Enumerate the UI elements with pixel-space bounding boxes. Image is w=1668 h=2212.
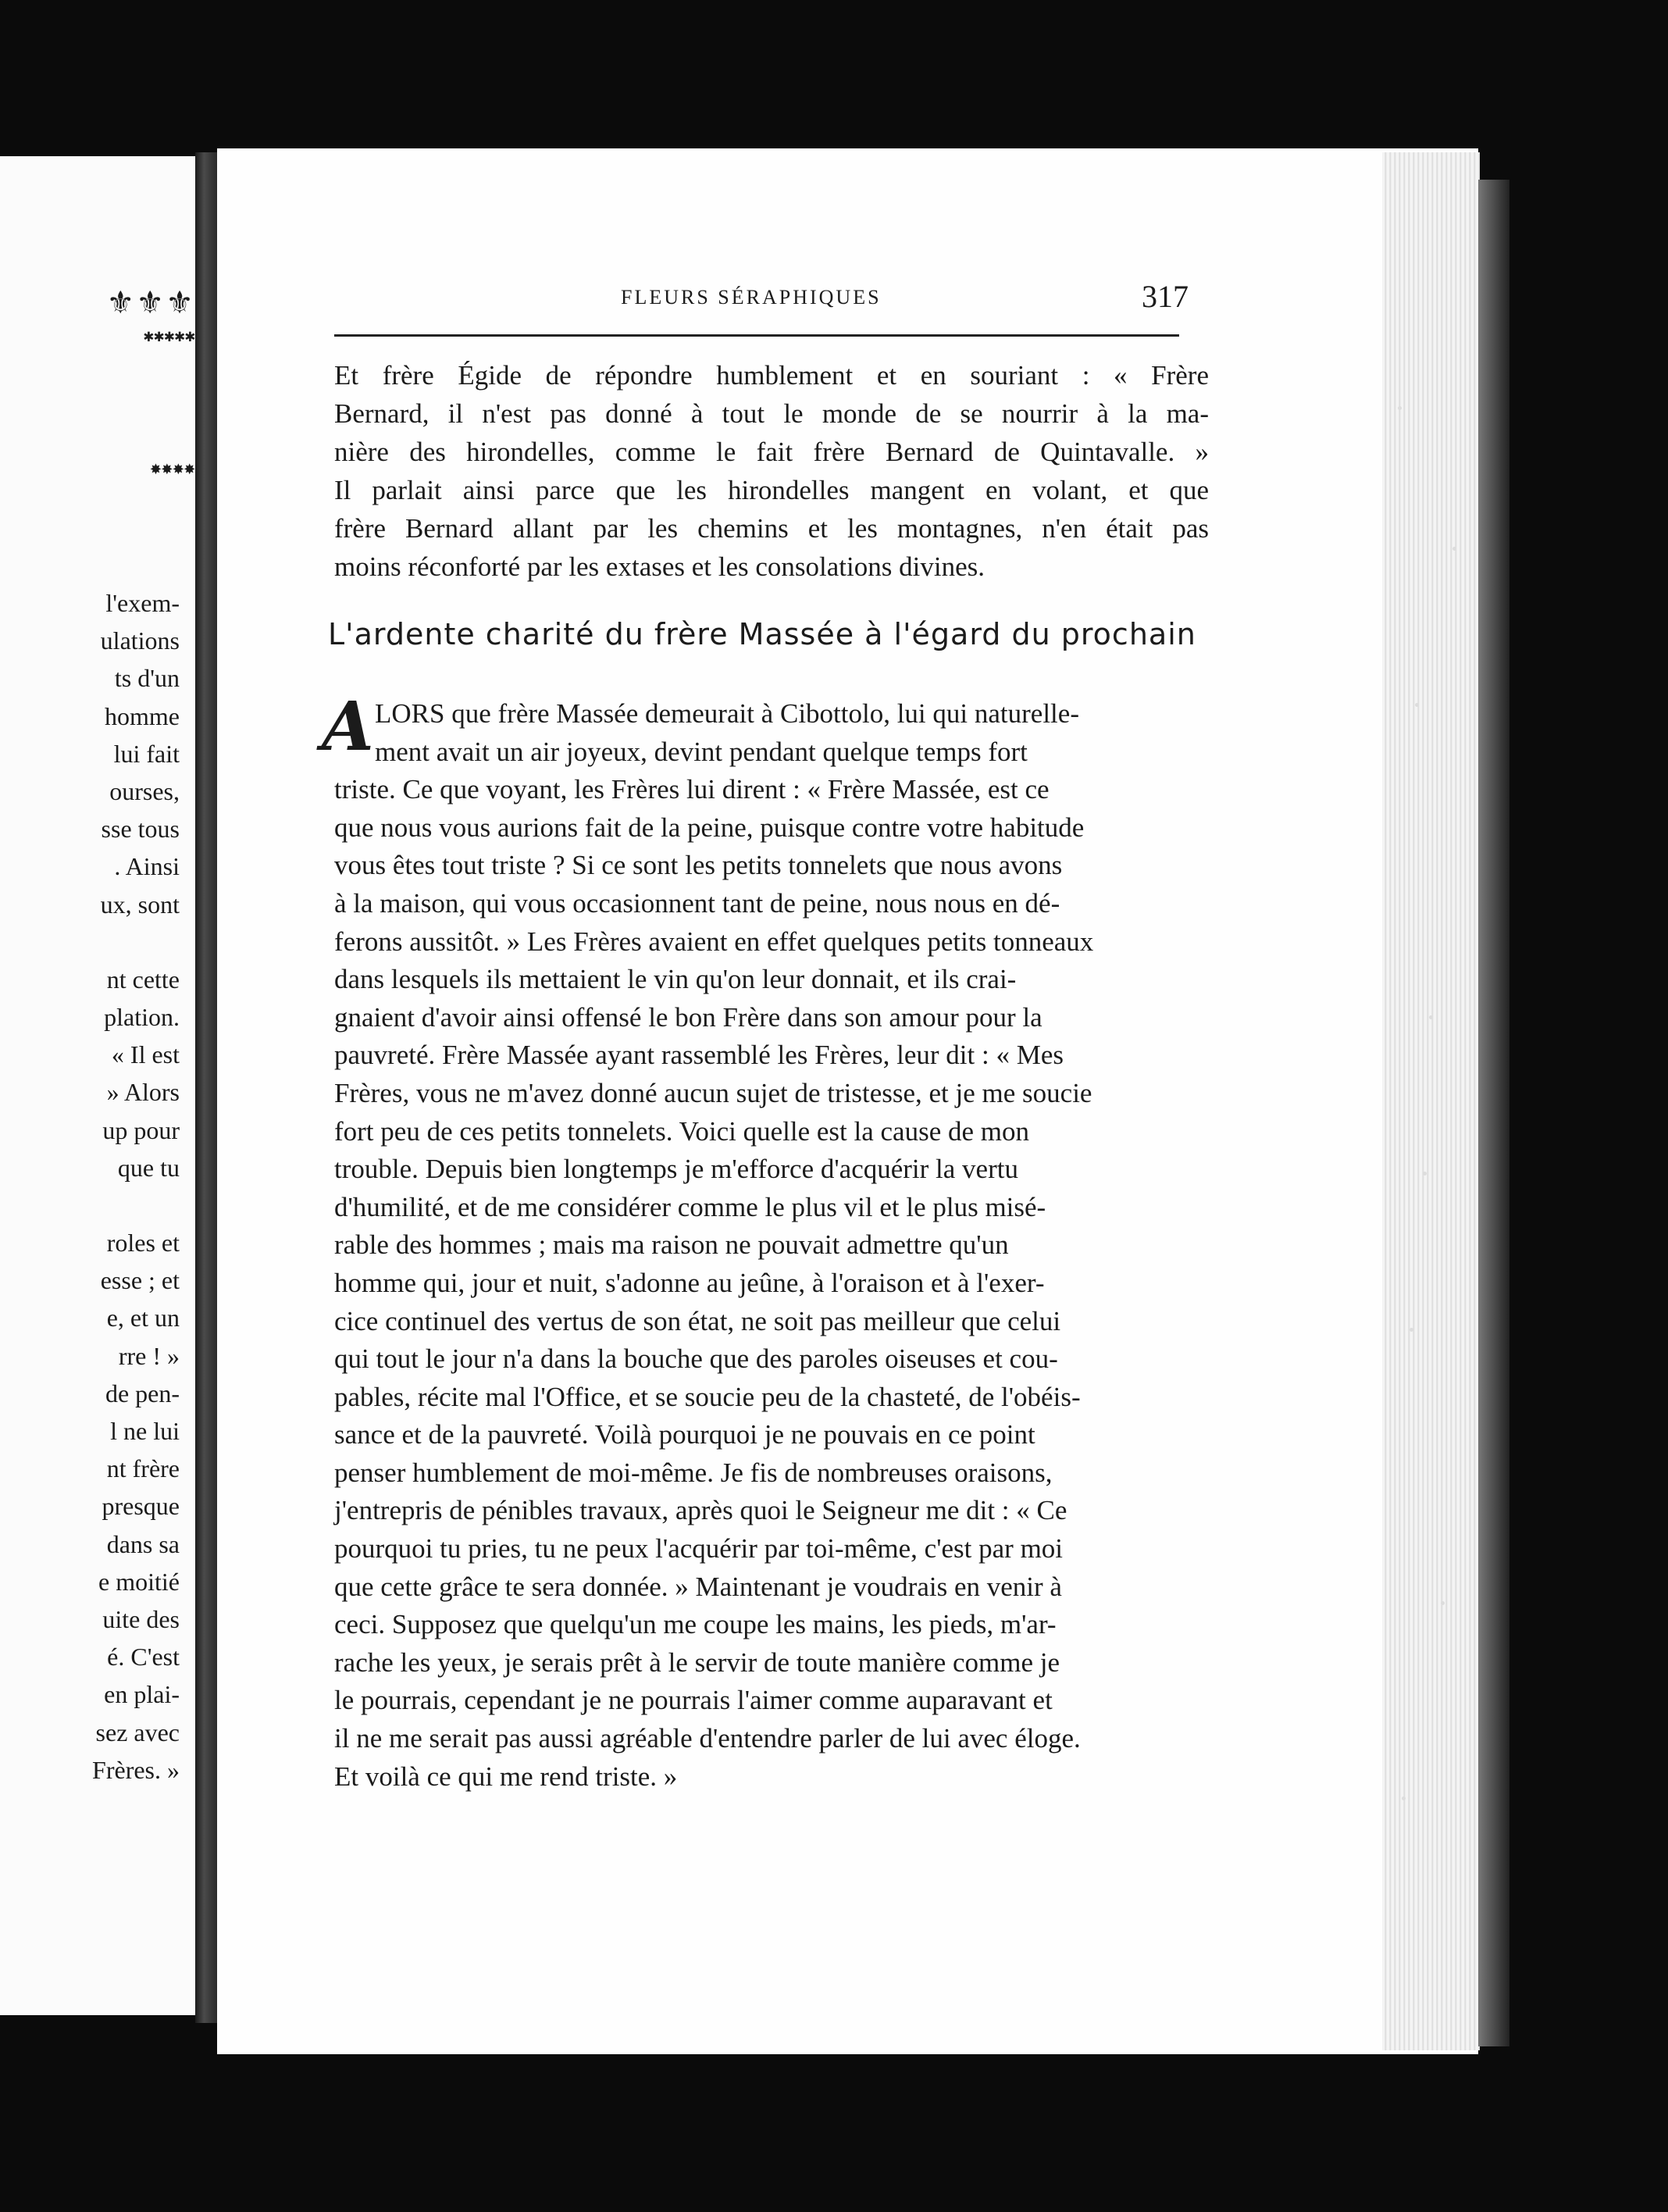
page-speck: [1423, 1172, 1427, 1176]
paragraph-2-line: Et voilà ce qui me rend triste. »: [334, 1761, 678, 1792]
paragraph-2-line: ment avait un air joyeux, devint pendant quelque temps fort: [375, 736, 1028, 767]
paragraph-2-line: triste. Ce que voyant, les Frères lui dirent : « Frère Massée, est ce: [334, 774, 1050, 805]
section-title: L'ardente charité du frère Massée à l'égard du prochain: [328, 617, 1196, 651]
left-paragraph-2: [0, 961, 180, 1186]
paragraph-1-line: Et frère Égide de répondre humblement et en souriant : « Frère: [334, 360, 1209, 391]
paragraph-2-line: ferons aussitôt. » Les Frères avaient en effet quelques petits tonneaux: [334, 926, 1094, 957]
paragraph-2-line: rable des hommes ; mais ma raison ne pouvait admettre qu'un: [334, 1229, 1009, 1261]
fleur-de-lis-ornament: ⚜⚜⚜: [106, 285, 195, 321]
paragraph-2: [334, 695, 1209, 1796]
paragraph-2-line: rache les yeux, je serais prêt à le servir de toute manière comme je: [334, 1647, 1060, 1678]
left-text-line: sez avec: [95, 1718, 180, 1746]
left-text-line: rre ! »: [118, 1341, 180, 1370]
left-text-line: de pen-: [105, 1379, 180, 1407]
left-text-line: uite des: [102, 1605, 180, 1634]
paragraph-1-line: moins réconforté par les extases et les consolations divines.: [334, 551, 985, 582]
left-text-line: « Il est: [111, 1040, 180, 1069]
paragraph-2-line: gnaient d'avoir ainsi offensé le bon Frère dans son amour pour la: [334, 1001, 1042, 1033]
left-text-line: e moitié: [98, 1567, 180, 1596]
left-paragraph-1: [0, 584, 180, 923]
left-paragraph-3: [0, 1224, 180, 1789]
left-text-line: Frères. »: [92, 1755, 180, 1784]
left-text-line: up pour: [102, 1115, 180, 1144]
left-text-line: é. C'est: [107, 1643, 180, 1671]
paragraph-2-line: trouble. Depuis bien longtemps je m'efforce d'acquérir la vertu: [334, 1154, 1018, 1185]
left-text-line: dans sa: [106, 1529, 180, 1558]
page-speck: [1429, 1015, 1433, 1019]
left-text-line: l ne lui: [110, 1417, 180, 1446]
paragraph-2-line: que nous vous aurions fait de la peine, puisque contre votre habitude: [334, 812, 1085, 843]
page-speck: [1452, 547, 1456, 551]
page-edges: [1382, 152, 1480, 2050]
left-text-line: e, et un: [106, 1304, 180, 1333]
paragraph-2-line: penser humblement de moi-même. Je fis de nombreuses oraisons,: [334, 1457, 1053, 1488]
paragraph-1-line: nière des hirondelles, comme le fait frère Bernard de Quintavalle. »: [334, 437, 1209, 467]
page-speck: [1398, 406, 1402, 410]
page-number: 317: [1142, 279, 1189, 314]
paragraph-2-line: à la maison, qui vous occasionnent tant de peine, nous nous en dé-: [334, 887, 1060, 919]
paragraph-1-line: frère Bernard allant par les chemins et les montagnes, n'en était pas: [334, 513, 1209, 544]
paragraph-2-line: vous êtes tout triste ? Si ce sont les petits tonnelets que nous avons: [334, 850, 1063, 881]
left-text-line: esse ; et: [100, 1266, 180, 1295]
page-speck: [1402, 1796, 1406, 1800]
paragraph-2-line: homme qui, jour et nuit, s'adonne au jeûne, à l'oraison et à l'exer-: [334, 1267, 1045, 1298]
small-caps-word: LORS: [375, 698, 445, 729]
left-page-text: [0, 584, 180, 1789]
page-speck: [1410, 1328, 1413, 1332]
paragraph-2-line: qui tout le jour n'a dans la bouche que des paroles oiseuses et cou-: [334, 1343, 1058, 1375]
header-rule: [334, 334, 1179, 337]
left-text-line: » Alors: [106, 1078, 180, 1107]
drop-cap: A: [322, 687, 374, 766]
paragraph-1-line: Il parlait ainsi parce que les hirondelles mangent en volant, et que: [334, 475, 1209, 505]
paragraph-2-line: Frères, vous ne m'avez donné aucun sujet de tristesse, et je me soucie: [334, 1077, 1092, 1108]
left-page: [0, 156, 195, 2015]
paragraph-2-line: sance et de la pauvreté. Voilà pourquoi je ne pouvais en ce point: [334, 1419, 1035, 1450]
paragraph-1-line: Bernard, il n'est pas donné à tout le monde de se nourrir à la ma-: [334, 398, 1209, 429]
left-text-line: homme: [105, 701, 180, 730]
paragraph-2-line: fort peu de ces petits tonnelets. Voici quelle est la cause de mon: [334, 1115, 1029, 1147]
left-text-line: . Ainsi: [114, 852, 180, 881]
left-text-line: ourses,: [109, 777, 180, 806]
book-edge-shadow: [1478, 180, 1509, 2046]
first-line-text: que frère Massée demeurait à Cibottolo, lui qui naturelle-: [444, 698, 1079, 729]
left-text-line: ts d'un: [114, 664, 180, 693]
left-text-line: en plai-: [104, 1680, 180, 1709]
paragraph-2-line: pourquoi tu pries, tu ne peux l'acquérir par toi-même, c'est par moi: [334, 1533, 1064, 1564]
left-text-line: ux, sont: [100, 890, 180, 919]
page-speck: [1441, 1601, 1445, 1605]
book-gutter: [195, 152, 217, 2023]
paragraph-2-line: que cette grâce te sera donnée. » Maintenant je voudrais en venir à: [334, 1571, 1062, 1602]
left-text-line: sse tous: [101, 815, 180, 844]
left-text-line: nt frère: [106, 1454, 180, 1483]
ornament-row: ✱✱✱✱✱: [143, 326, 195, 346]
paragraph-1: [334, 356, 1209, 586]
left-text-line: ulations: [100, 626, 180, 655]
paragraph-2-line: d'humilité, et de me considérer comme le plus vil et le plus misé-: [334, 1191, 1046, 1222]
paragraph-2-line: ceci. Supposez que quelqu'un me coupe les mains, les pieds, m'ar-: [334, 1609, 1057, 1640]
paragraph-2-line: pauvreté. Frère Massée ayant rassemblé les Frères, leur dit : « Mes: [334, 1040, 1064, 1071]
paragraph-2-line: le pourrais, cependant je ne pourrais l'aimer comme auparavant et: [334, 1685, 1053, 1716]
paragraph-2-line: pables, récite mal l'Office, et se soucie peu de la chasteté, de l'obéis-: [334, 1381, 1081, 1412]
left-text-line: plation.: [104, 1003, 180, 1032]
paragraph-2-line: [334, 695, 1209, 733]
page-speck: [1415, 703, 1419, 707]
left-text-line: roles et: [106, 1229, 180, 1258]
paragraph-2-line: j'entrepris de pénibles travaux, après quoi le Seigneur me dit : « Ce: [334, 1495, 1067, 1526]
left-text-line: nt cette: [106, 965, 180, 994]
left-text-line: que tu: [117, 1153, 180, 1182]
paragraph-2-line: il ne me serait pas aussi agréable d'entendre parler de lui avec éloge.: [334, 1723, 1081, 1754]
paragraph-2-line: cice continuel des vertus de son état, ne soit pas meilleur que celui: [334, 1305, 1061, 1336]
left-text-line: l'exem-: [105, 589, 180, 617]
left-text-line: presque: [102, 1492, 180, 1521]
ornament-band: ✸✸✸✸: [150, 457, 195, 479]
paragraph-2-line: dans lesquels ils mettaient le vin qu'on leur donnait, et ils crai-: [334, 964, 1017, 995]
left-text-line: lui fait: [113, 739, 180, 768]
running-head: FLEURS SÉRAPHIQUES: [621, 286, 882, 309]
